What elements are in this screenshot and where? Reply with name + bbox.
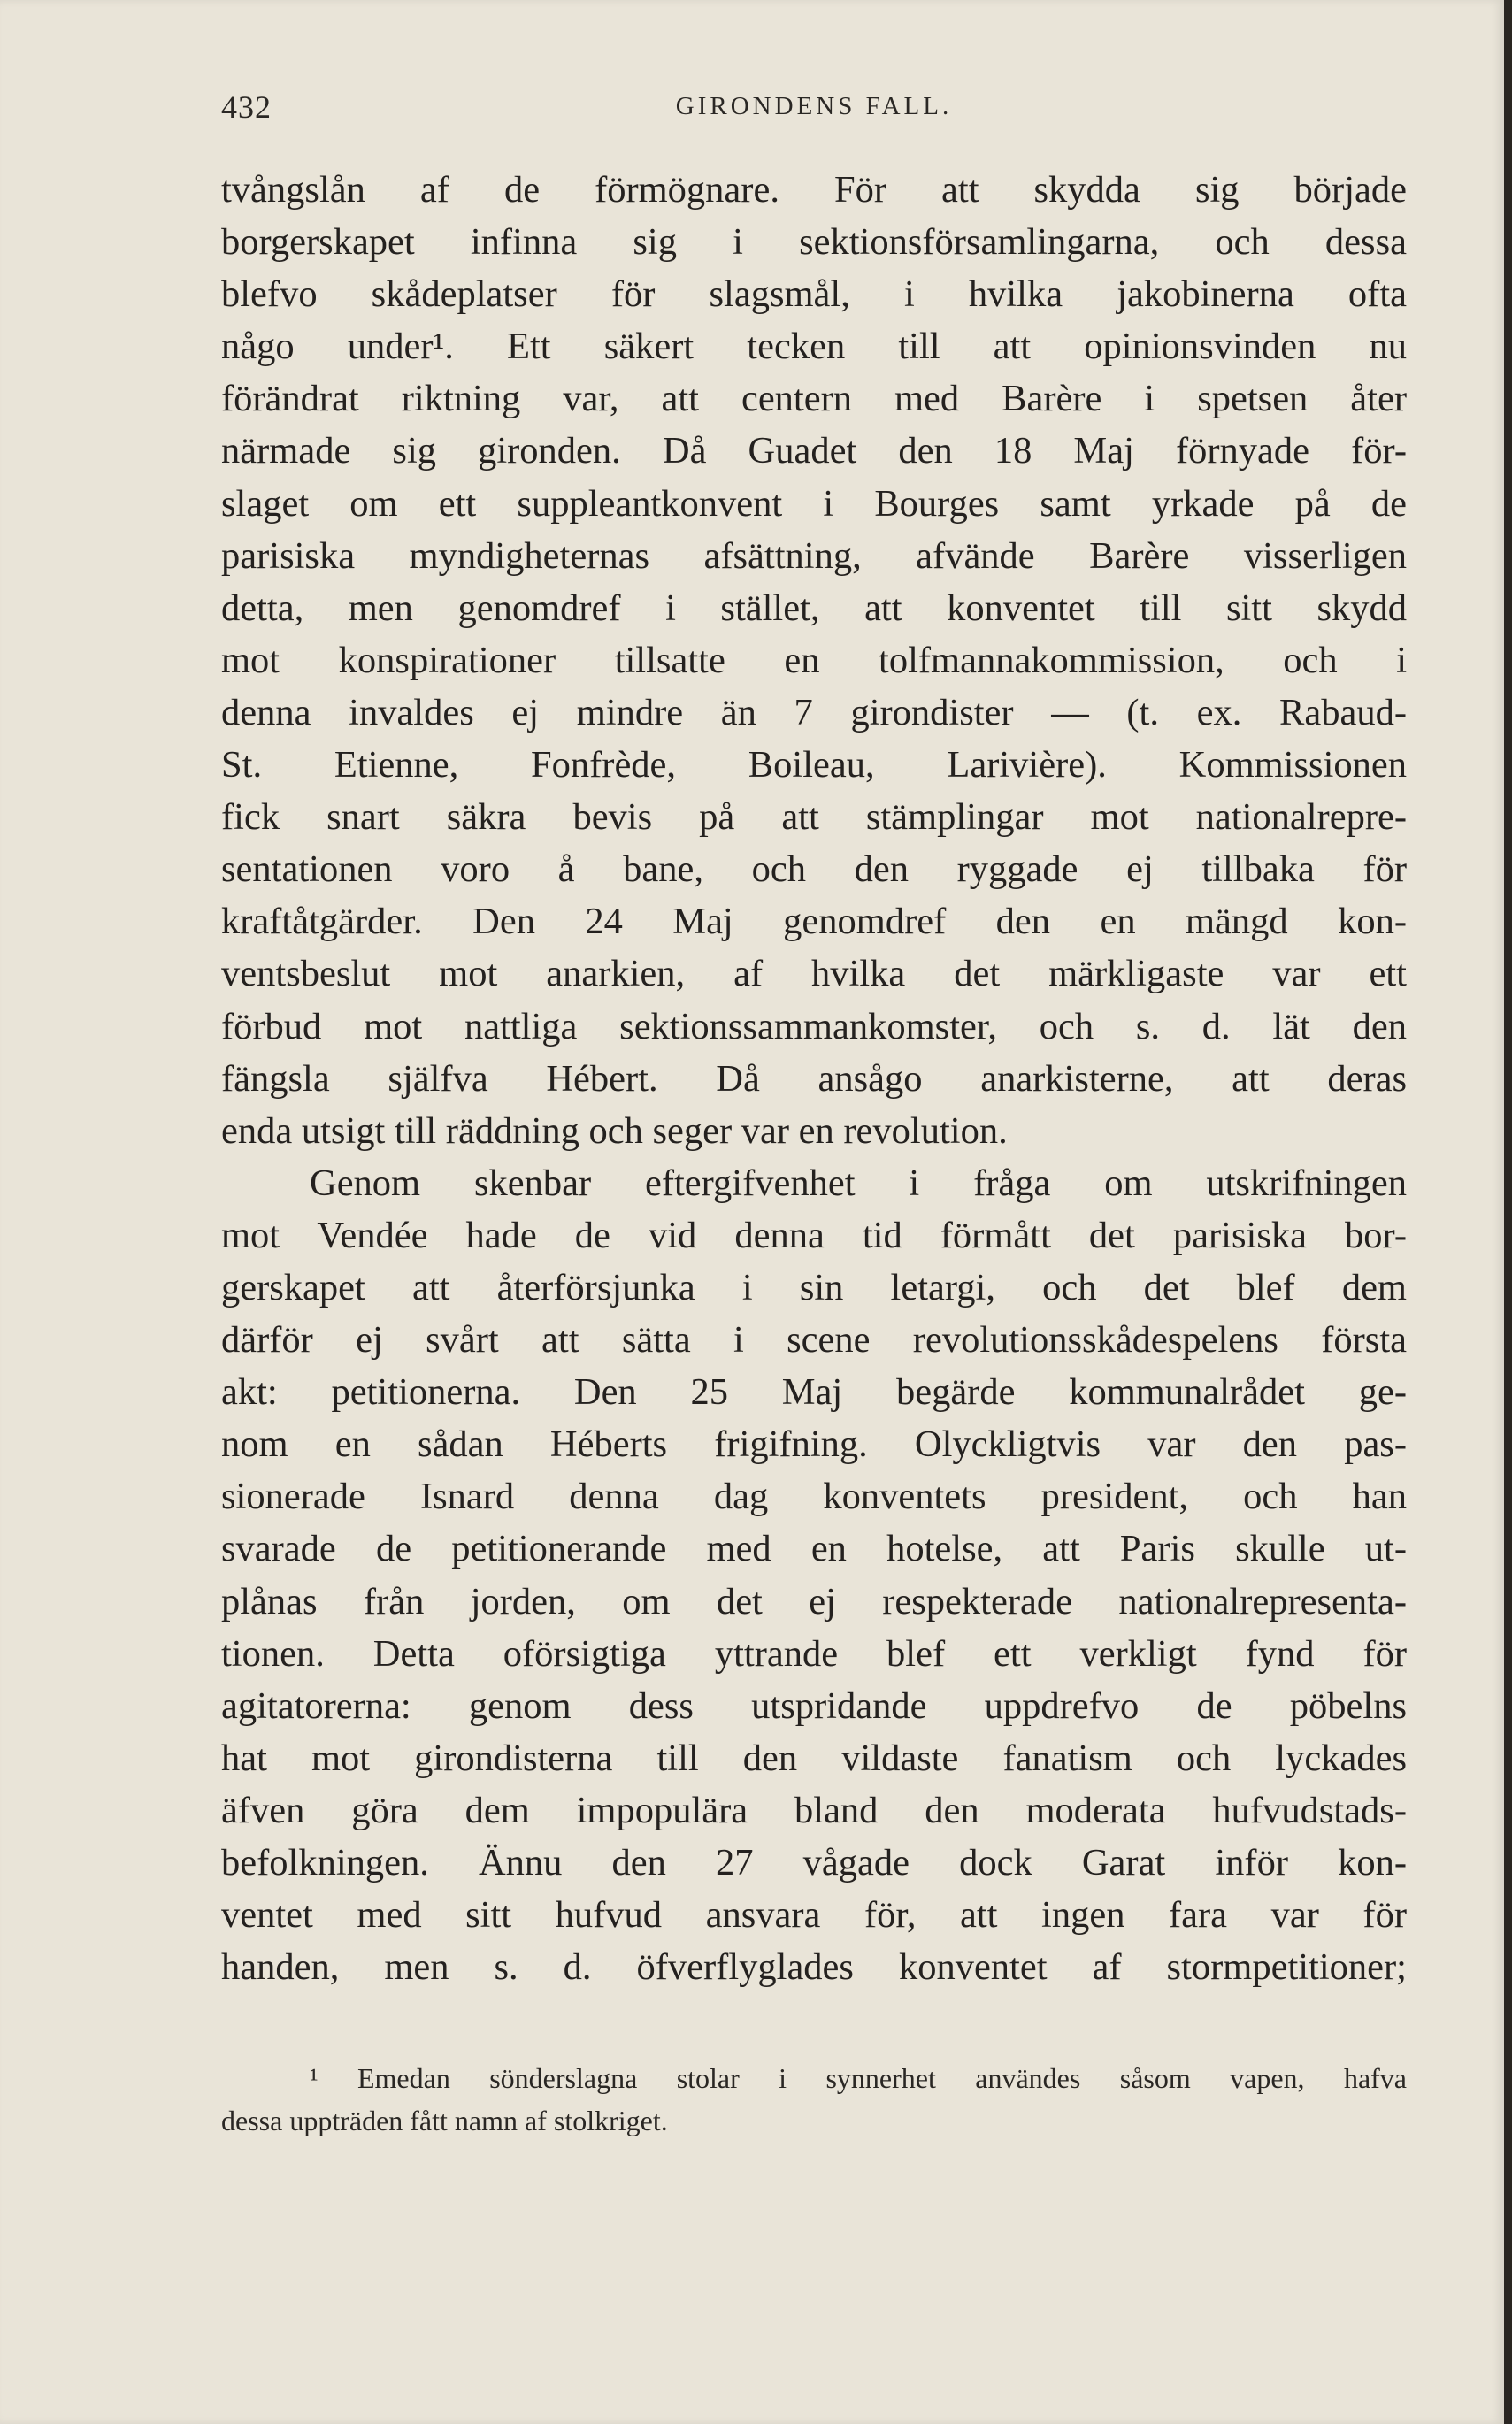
text-line: agitatorerna: genom dess utspridande uppdrefvo de pöbelns [221,1684,1407,1727]
text-line: gerskapet att återförsjunka i sin letargi, och det blef dem [221,1266,1407,1308]
text-line: slaget om ett suppleantkonvent i Bourges samt yrkade på de [221,482,1407,525]
text-line: sionerade Isnard denna dag konventets president, och han [221,1476,1407,1518]
text-line: Genom skenbar eftergifvenhet i fråga om utskrifningen [310,1162,1407,1204]
text-line: mot konspirationer tillsatte en tolfmannakommission, och i [221,639,1407,681]
text-line: akt: petitionerna. Den 25 Maj begärde kommunalrådet ge- [221,1371,1407,1414]
text-line: St. Etienne, Fonfrède, Boileau, Larivière). Kommissionen [221,744,1407,786]
text-line: handen, men s. d. öfverflyglades konventet af stormpetitioner; [221,1946,1407,1989]
page-edge [1504,0,1512,2424]
page-number: 432 [221,89,272,125]
text-line: förbud mot nattliga sektionssammankomster, och s. d. lät den [221,1005,1407,1047]
body-text [221,164,1407,1993]
text-line: fängsla själfva Hébert. Då ansågo anarkisterne, att deras [221,1057,1407,1100]
footnote [221,2057,1407,2142]
text-line: parisiska myndigheternas afsättning, afvände Barère visserligen [221,534,1407,577]
text-line: befolkningen. Ännu den 27 vågade dock Garat inför kon- [221,1842,1407,1883]
text-line: därför ej svårt att sätta i scene revolutionsskådespelens första [221,1319,1407,1362]
text-line: nom en sådan Héberts frigifning. Olyckligtvis var den pas- [221,1423,1407,1466]
text-line: sentationen voro å bane, och den ryggade ej tillbaka för [221,848,1407,891]
text-line: närmade sig gironden. Då Guadet den 18 Maj förnyade för- [221,430,1407,472]
text-line: ventsbeslut mot anarkien, af hvilka det märkligaste var ett [221,953,1407,995]
footnote-line: ¹ Emedan sönderslagna stolar i synnerhet användes såsom vapen, hafva [310,2062,1407,2094]
text-line: blefvo skådeplatser för slagsmål, i hvilka jakobinerna ofta [221,273,1407,316]
text-line: mot Vendée hade de vid denna tid förmått det parisiska bor- [221,1214,1407,1256]
text-line: tionen. Detta oförsigtiga yttrande blef ett verkligt fynd för [221,1632,1407,1675]
text-line: borgerskapet infinna sig i sektionsförsamlingarna, och dessa [221,221,1407,264]
text-line: fick snart säkra bevis på att stämplingar mot nationalrepre- [221,796,1407,839]
running-title: GIRONDENS FALL. [675,92,953,120]
text-line: ventet med sitt hufvud ansvara för, att ingen fara var för [221,1894,1407,1937]
text-line: förändrat riktning var, att centern med Barère i spetsen åter [221,378,1407,420]
page-header [221,88,1407,133]
text-line: någo under¹. Ett säkert tecken till att opinionsvinden nu [221,326,1407,368]
footnote-line: dessa uppträden fått namn af stolkriget. [221,2105,668,2136]
text-line: tvångslån af de förmögnare. För att skydda sig började [221,169,1407,211]
text-line: svarade de petitionerande med en hotelse, att Paris skulle ut- [221,1528,1407,1570]
text-line: detta, men genomdref i stället, att konventet till sitt skydd [221,587,1407,629]
text-line: äfven göra dem impopulära bland den moderata hufvudstads- [221,1789,1407,1831]
text-line: plånas från jorden, om det ej respekterade nationalrepresenta- [221,1580,1407,1622]
text-line: denna invaldes ej mindre än 7 girondister — (t. ex. Rabaud- [221,691,1407,733]
text-line: enda utsigt till räddning och seger var en revolution. [221,1109,1008,1152]
text-line: kraftåtgärder. Den 24 Maj genomdref den en mängd kon- [221,901,1407,943]
text-line: hat mot girondisterna till den vildaste fanatism och lyckades [221,1737,1407,1779]
